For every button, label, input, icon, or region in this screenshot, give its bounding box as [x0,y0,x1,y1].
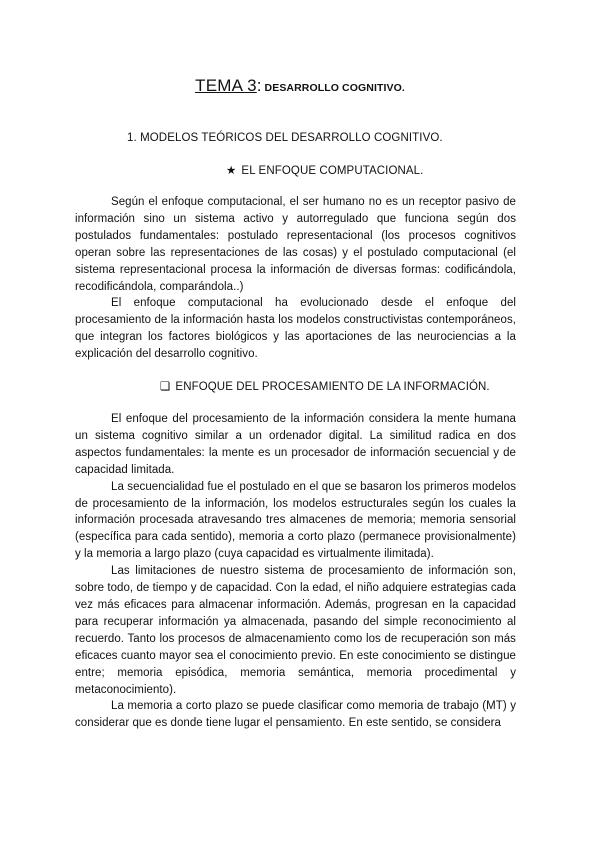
paragraph: La memoria a corto plazo se puede clasificar como memoria de trabajo (MT) y considerar que es donde tiene lugar el pensamiento. En este sentido, se considera [75,700,516,730]
title-colon: : [256,76,262,95]
title-main: TEMA 3 [195,76,257,95]
paragraph: El enfoque computacional ha evolucionado desde el enfoque del procesamiento de la información hasta los modelos constructivistas contemporáneos, que integran los factores biológicos y las aportaciones de las neurociencias a la explicación del desarrollo cognitivo. [75,297,516,361]
subheading-enfoque-computacional-label: EL ENFOQUE COMPUTACIONAL. [241,165,424,177]
section-heading-1: 1. MODELOS TEÓRICOS DEL DESARROLLO COGNITIVO. [127,132,443,144]
text-block-computacional [75,194,516,363]
subheading-procesamiento [160,380,490,394]
page-title [0,74,600,100]
paragraph: El enfoque del procesamiento de la información considera la mente humana un sistema cognitivo similar a un ordenador digital. La similitud radica en dos aspectos fundamentales: la mente es un procesador de información secuencial y de capacidad limitada. [75,413,516,476]
paragraph: La secuencialidad fue el postulado en el que se basaron los primeros modelos de procesamiento de la información, los modelos estructurales según los cuales la información procesada atravesando tres almacenes de memoria; memoria sensorial (específica para cada sentido), memoria a corto plazo (permanece provisionalmente) y la memoria a largo plazo (cuya capacidad es virtualmente ilimitada). [75,480,516,561]
paragraph: Las limitaciones de nuestro sistema de procesamiento de información son, sobre todo, de tiempo y de capacidad. Con la edad, el niño adquiere estrategias cada vez más eficaces para almacenar información. Además, progresan en la capacidad para recuperar información ya almacenada, pasando del simple reconocimiento al recuerdo. Tanto los procesos de almacenamiento como los de recuperación son más eficaces cuanto mayor sea el conocimiento previo. En este conocimiento se distingue entre; memoria episódica, memoria semántica, memoria procedimental y metaconocimiento). [75,565,516,696]
text-block-procesamiento [75,411,516,732]
checkbox-square-icon: ❏ [160,381,171,393]
title-subtitle: DESARROLLO COGNITIVO. [261,82,405,94]
paragraph: Según el enfoque computacional, el ser humano no es un receptor pasivo de información sino un sistema activo y autorregulado que funciona según dos postulados fundamentales: postulado representacional (los procesos cognitivos operan sobre las representaciones de las cosas) y el postulado computacional (el sistema representacional procesa la información de diversas formas: codificándola, recodificándola, comparándola..) [75,196,516,293]
star-icon: ★ [226,165,237,177]
subheading-procesamiento-label: ENFOQUE DEL PROCESAMIENTO DE LA INFORMACIÓN. [175,381,490,393]
subheading-enfoque-computacional [226,164,423,178]
